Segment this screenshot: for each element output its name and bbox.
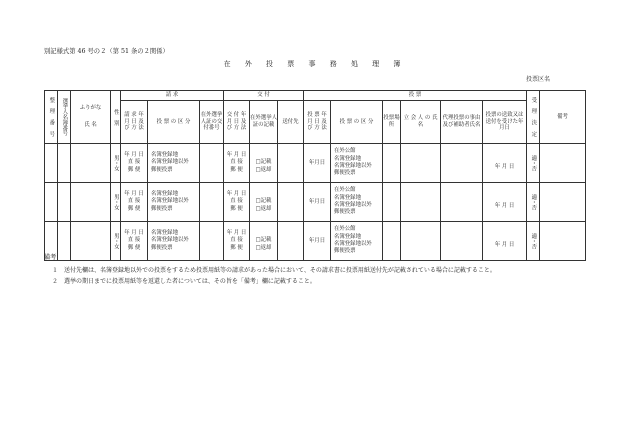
cell-req-date-method[interactable]: 年 月 日 直 接 郵 便	[121, 144, 148, 183]
group-delivery: 交 付	[224, 91, 304, 101]
cell-voter-reg-no[interactable]	[58, 183, 71, 222]
cell-remarks[interactable]	[540, 144, 586, 183]
cell-req-voting-type[interactable]: 名簿登録地 名簿登録地以外 郵便投票	[148, 183, 200, 222]
cell-witness-name[interactable]	[401, 183, 441, 222]
cell-vote-type[interactable]: 在外公館 名簿登録地 名簿登録地以外 郵便投票	[331, 222, 383, 261]
cell-req-cert-no[interactable]	[200, 183, 224, 222]
group-voting: 投 票	[304, 91, 527, 101]
cell-seq-no[interactable]	[45, 144, 58, 183]
col-remarks: 備考	[540, 91, 586, 144]
cell-gender[interactable]: 男・女	[111, 222, 121, 261]
note-item: １ 送付先欄は、名簿登録地以外での投票をするため投票用紙等の請求があった場合において、その請求書に投票用紙送付先が記載されている場合に記載すること。	[52, 267, 496, 274]
cell-receipt-decision[interactable]: 適・否	[527, 144, 540, 183]
cell-del-cert-entry[interactable]: □記載 □返却	[250, 222, 278, 261]
col-name-label: 氏 名	[84, 122, 97, 128]
column-header-row	[45, 101, 586, 144]
cell-receipt-decision[interactable]: 適・否	[527, 183, 540, 222]
cell-receipt-decision[interactable]: 適・否	[527, 222, 540, 261]
cell-voter-reg-no[interactable]	[58, 144, 71, 183]
col-voter-reg-no: 選挙人名簿番号	[58, 91, 71, 144]
cell-name[interactable]	[71, 222, 111, 261]
cell-return-date[interactable]: 年 月 日	[483, 144, 527, 183]
col-name	[71, 91, 111, 144]
col-req-date-method: 請 求 年 月 日 及 び 方 法	[121, 101, 148, 144]
cell-return-date[interactable]: 年 月 日	[483, 183, 527, 222]
cell-del-destination[interactable]	[278, 144, 304, 183]
cell-gender[interactable]: 男・女	[111, 183, 121, 222]
col-proxy-reason: 代理投票の事由及び補助者氏名	[441, 101, 483, 144]
cell-req-date-method[interactable]: 年 月 日 直 接 郵 便	[121, 222, 148, 261]
cell-witness-name[interactable]	[401, 144, 441, 183]
col-gender: 性 別	[111, 91, 121, 144]
cell-req-date-method[interactable]: 年 月 日 直 接 郵 便	[121, 183, 148, 222]
cell-proxy-reason[interactable]	[441, 144, 483, 183]
cell-del-destination[interactable]	[278, 183, 304, 222]
cell-req-cert-no[interactable]	[200, 144, 224, 183]
col-return-date: 投票の送致又は送付を受けた年月日	[483, 101, 527, 144]
cell-del-date-method[interactable]: 年 月 日 直 接 郵 便	[224, 183, 250, 222]
cell-del-destination[interactable]	[278, 222, 304, 261]
group-header-row	[45, 91, 586, 101]
cell-seq-no[interactable]	[45, 183, 58, 222]
cell-vote-date-method[interactable]: 年月日	[304, 222, 331, 261]
cell-remarks[interactable]	[540, 183, 586, 222]
col-del-date-method: 交 付 年 月 日 及 び 方 法	[224, 101, 250, 144]
col-witness-name: 立 会 人 の 氏 名	[401, 101, 441, 144]
register-table	[44, 90, 586, 261]
cell-req-voting-type[interactable]: 名簿登録地 名簿登録地以外 郵便投票	[148, 144, 200, 183]
cell-proxy-reason[interactable]	[441, 183, 483, 222]
table-row	[45, 144, 586, 183]
col-furigana: ふりがな	[79, 105, 102, 112]
table-row	[45, 222, 586, 261]
group-request: 請 求	[121, 91, 224, 101]
col-vote-date-method: 投 票 年 月 日 及 び 方 法	[304, 101, 331, 144]
notes-title: 備考	[44, 254, 57, 261]
cell-return-date[interactable]: 年 月 日	[483, 222, 527, 261]
col-del-cert-entry: 在外選挙人証の記載	[250, 101, 278, 144]
cell-vote-place[interactable]	[383, 144, 401, 183]
cell-vote-type[interactable]: 在外公館 名簿登録地 名簿登録地以外 郵便投票	[331, 144, 383, 183]
note-item: ２ 選挙の期日までに投票用紙等を返還した者については、その旨を「備考」欄に記載すること。	[52, 278, 316, 285]
cell-vote-place[interactable]	[383, 183, 401, 222]
cell-vote-type[interactable]: 在外公館 名簿登録地 名簿登録地以外 郵便投票	[331, 183, 383, 222]
cell-name[interactable]	[71, 183, 111, 222]
cell-req-voting-type[interactable]: 名簿登録地 名簿登録地以外 郵便投票	[148, 222, 200, 261]
cell-vote-date-method[interactable]: 年月日	[304, 183, 331, 222]
document-title: 在 外 投 票 事 務 処 理 簿	[223, 60, 407, 68]
col-req-voting-type: 投 票 の 区 分	[148, 101, 200, 144]
col-req-cert-no: 在外選挙人証の交付番号	[200, 101, 224, 144]
cell-vote-date-method[interactable]: 年月日	[304, 144, 331, 183]
cell-req-cert-no[interactable]	[200, 222, 224, 261]
cell-gender[interactable]: 男・女	[111, 144, 121, 183]
cell-del-cert-entry[interactable]: □記載 □返却	[250, 144, 278, 183]
col-seq-no: 整 理 番 号	[45, 91, 58, 144]
cell-proxy-reason[interactable]	[441, 222, 483, 261]
district-label: 投票区名	[526, 76, 551, 83]
col-vote-type: 投 票 の 区 分	[331, 101, 383, 144]
form-number: 別記様式第 46 号の２（第 51 条の２関係）	[44, 48, 169, 55]
cell-remarks[interactable]	[540, 222, 586, 261]
table-row	[45, 183, 586, 222]
cell-witness-name[interactable]	[401, 222, 441, 261]
cell-del-date-method[interactable]: 年 月 日 直 接 郵 便	[224, 222, 250, 261]
cell-vote-place[interactable]	[383, 222, 401, 261]
cell-name[interactable]	[71, 144, 111, 183]
cell-del-date-method[interactable]: 年 月 日 直 接 郵 便	[224, 144, 250, 183]
cell-del-cert-entry[interactable]: □記載 □返却	[250, 183, 278, 222]
col-del-destination: 送付先	[278, 101, 304, 144]
cell-voter-reg-no[interactable]	[58, 222, 71, 261]
col-vote-place: 投票場所	[383, 101, 401, 144]
col-receipt-decision: 受 理 決 定	[527, 91, 540, 144]
